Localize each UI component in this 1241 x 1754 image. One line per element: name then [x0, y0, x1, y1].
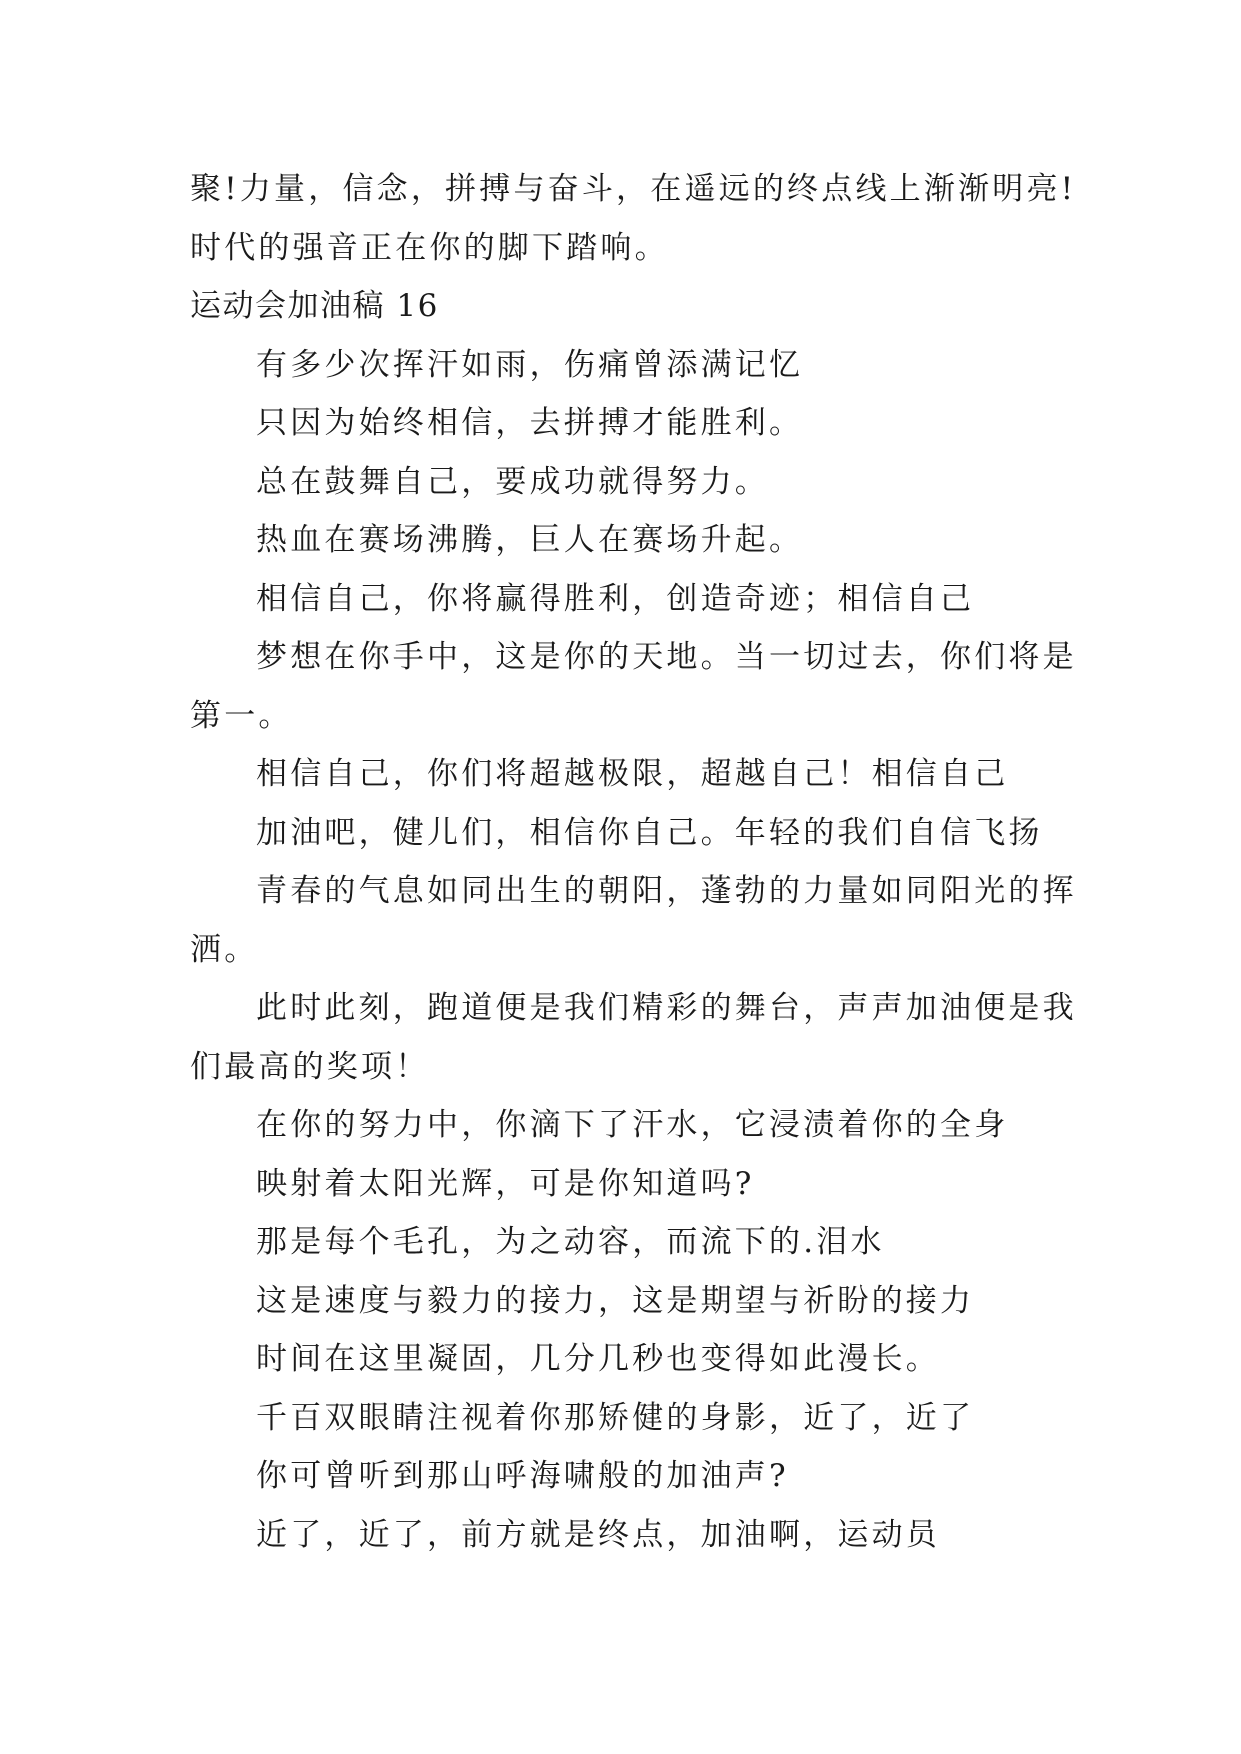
document-body: [190, 160, 1077, 1564]
text-line: 那是每个毛孔，为之动容，而流下的.泪水: [256, 1224, 885, 1260]
text-line: 洒。: [190, 931, 259, 968]
text-line: 在你的努力中，你滴下了汗水，它浸渍着你的全身: [256, 1107, 1009, 1143]
text-line: 相信自己，你将赢得胜利，创造奇迹；相信自己: [256, 580, 975, 617]
text-line: 有多少次挥汗如雨，伤痛曾添满记忆: [256, 346, 804, 383]
text-line: 聚!力量，信念，拼搏与奋斗，在遥远的终点线上渐渐明亮!: [190, 171, 1077, 207]
section-heading: 运动会加油稿 16: [190, 288, 439, 324]
text-line: 映射着太阳光辉，可是你知道吗?: [256, 1165, 755, 1202]
text-line: 青春的气息如同出生的朝阳，蓬勃的力量如同阳光的挥: [256, 873, 1077, 909]
text-line: 第一。: [190, 697, 293, 734]
text-line: 们最高的奖项！: [190, 1048, 430, 1085]
text-line: 只因为始终相信，去拼搏才能胜利。: [256, 405, 804, 441]
text-line: 相信自己，你们将超越极限，超越自己！相信自己: [256, 756, 1009, 792]
text-line: 时间在这里凝固，几分几秒也变得如此漫长。: [256, 1341, 940, 1377]
text-line: 热血在赛场沸腾，巨人在赛场升起。: [256, 522, 804, 558]
text-line: 你可曾听到那山呼海啸般的加油声?: [256, 1458, 789, 1494]
text-line: 梦想在你手中，这是你的天地。当一切过去，你们将是: [256, 639, 1077, 675]
text-line: 近了，近了，前方就是终点，加油啊，运动员: [256, 1516, 940, 1553]
text-line: 千百双眼睛注视着你那矫健的身影，近了，近了: [256, 1399, 975, 1436]
text-line: 加油吧，健儿们，相信你自己。年轻的我们自信飞扬: [256, 814, 1043, 851]
text-line: 总在鼓舞自己，要成功就得努力。: [256, 463, 769, 500]
text-line: 时代的强音正在你的脚下踏响。: [190, 229, 669, 266]
text-line: 此时此刻，跑道便是我们精彩的舞台，声声加油便是我: [256, 990, 1077, 1026]
text-line: 这是速度与毅力的接力，这是期望与祈盼的接力: [256, 1282, 975, 1319]
